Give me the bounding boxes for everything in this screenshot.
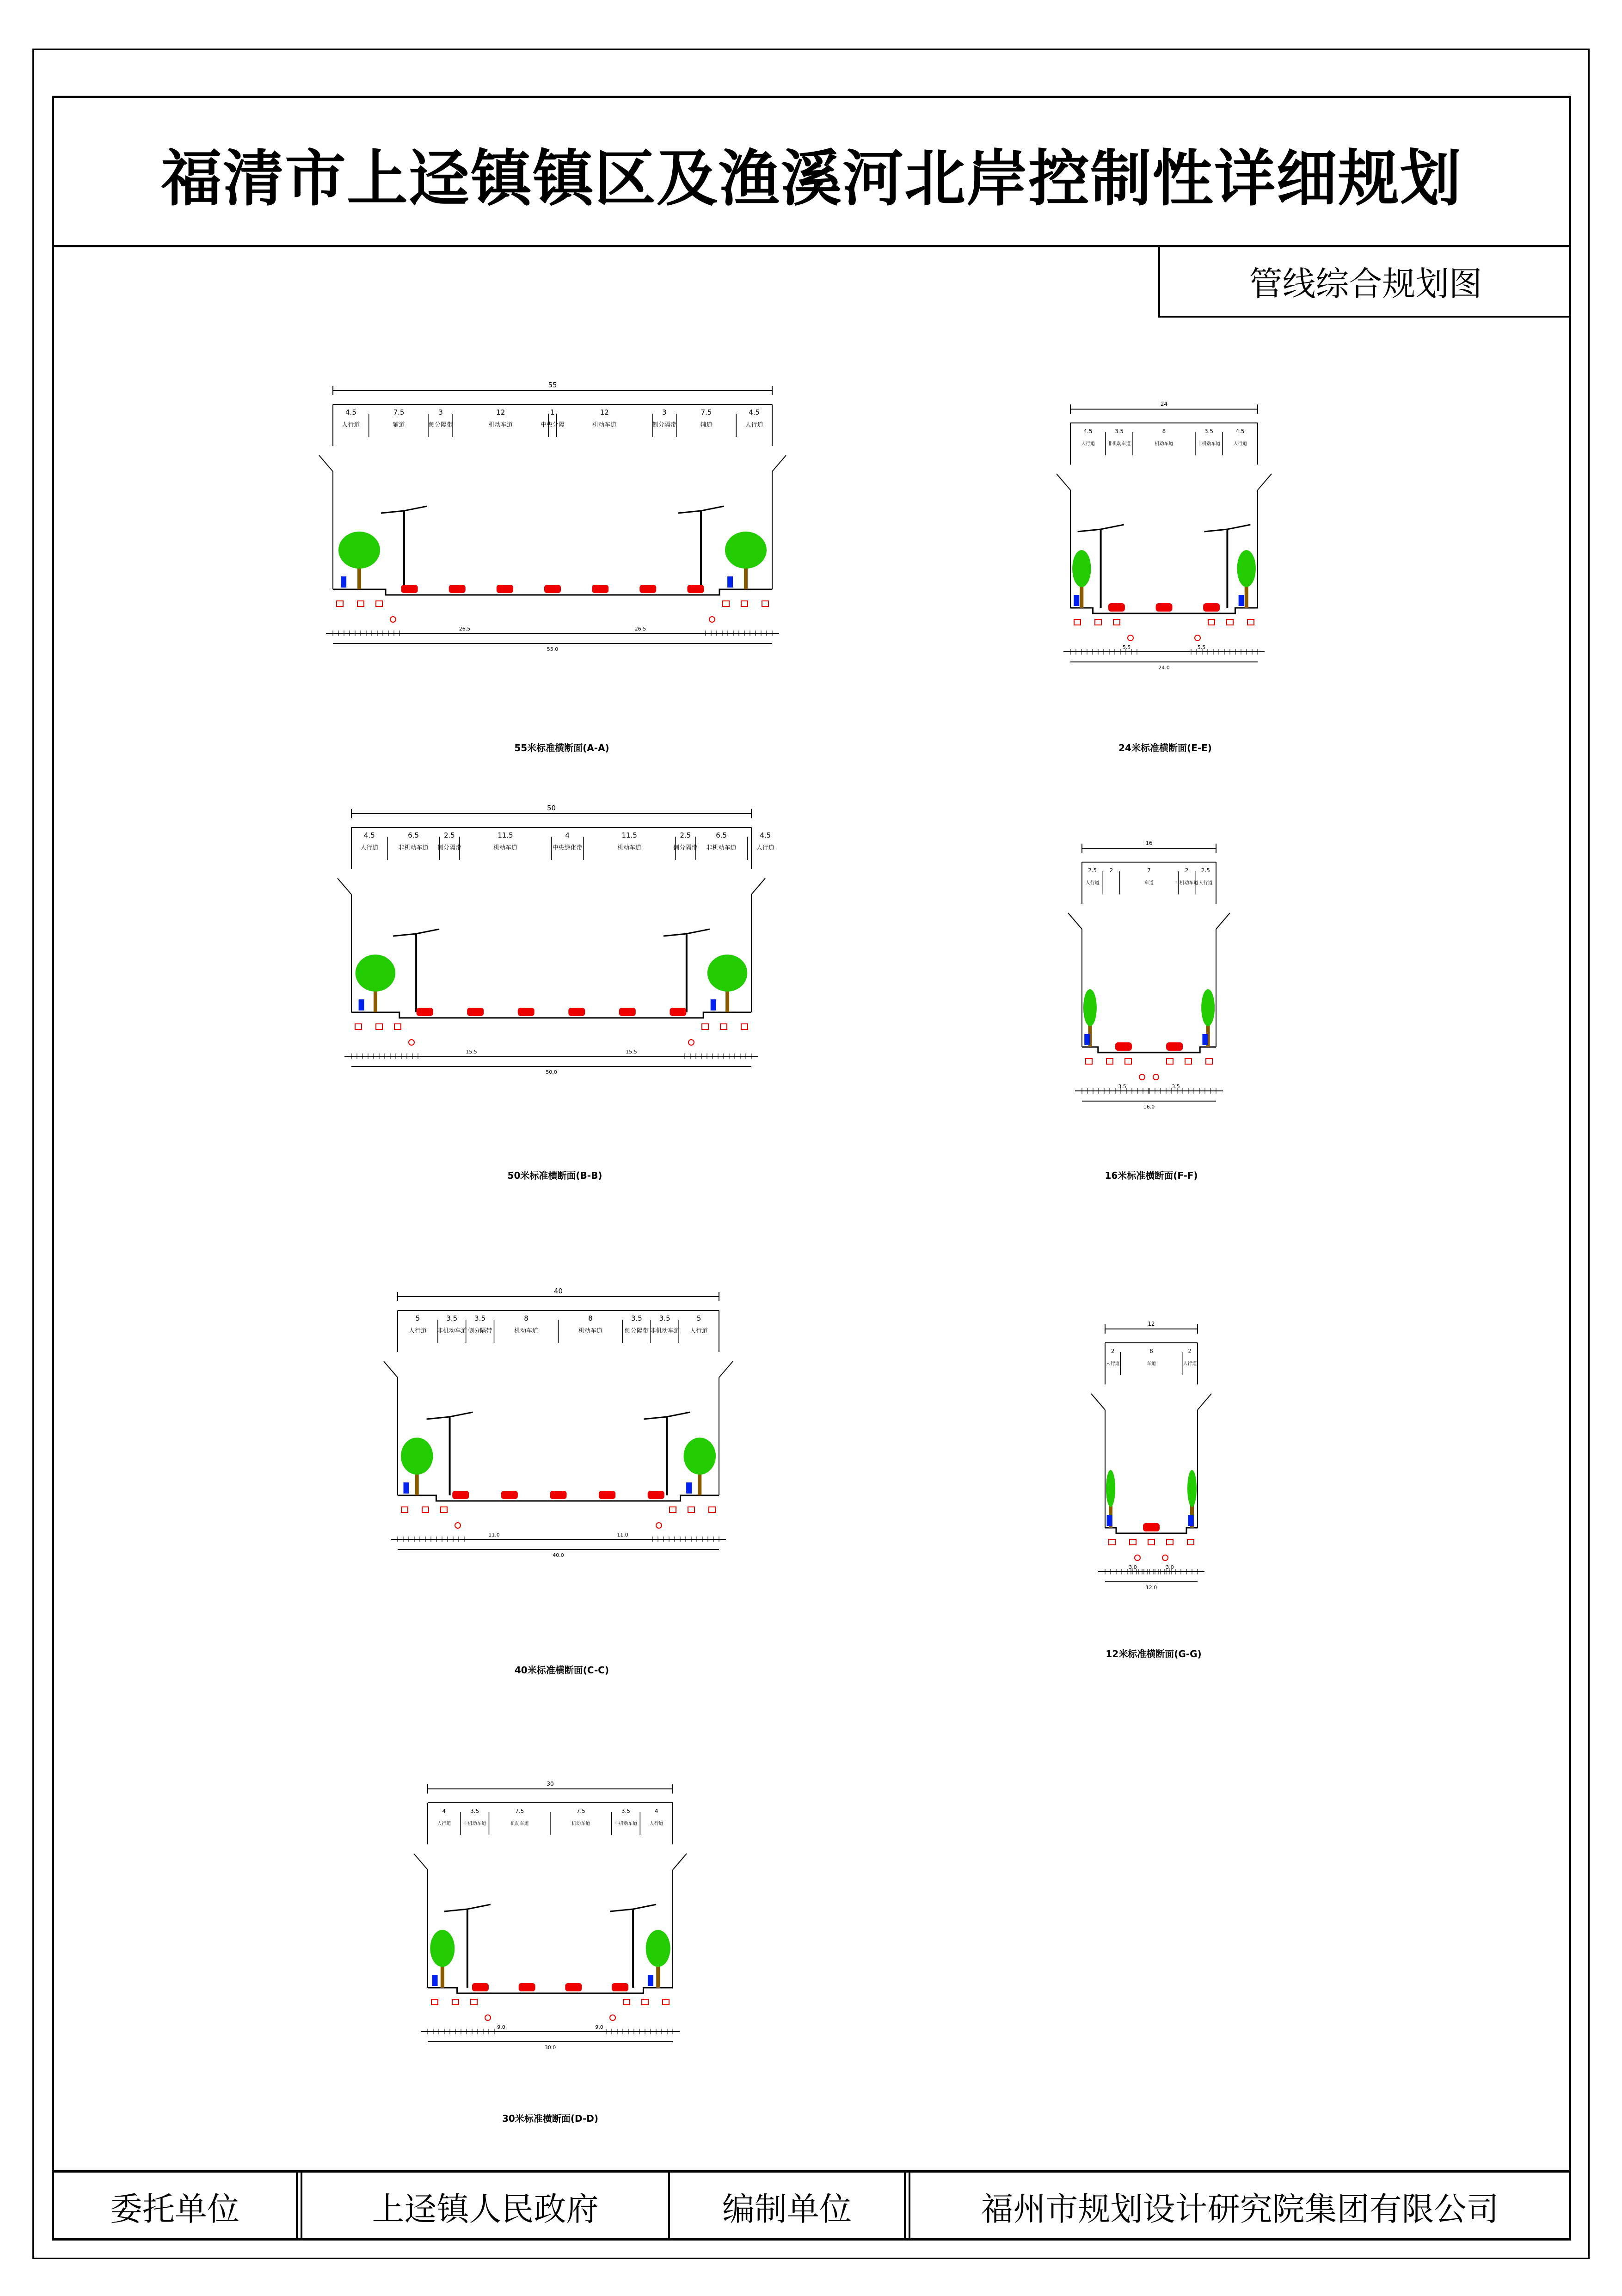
lane-width-label: 2.5: [443, 831, 455, 839]
total-width-label: 16: [1145, 840, 1153, 846]
vehicle-icon: [497, 585, 513, 593]
pipe-symbol: [1125, 1059, 1131, 1064]
pipe-dim-label: 15.5: [466, 1049, 477, 1055]
footer-separator: [904, 2170, 910, 2241]
slope-line: [414, 1854, 428, 1870]
vehicle-icon: [417, 1008, 433, 1016]
vehicle-icon: [501, 1491, 518, 1499]
vehicle-icon: [518, 1008, 535, 1016]
total-width-label: 24: [1160, 401, 1168, 407]
lane-width-label: 7.5: [576, 1808, 585, 1814]
lane-name-label: 侧分隔带: [624, 1328, 649, 1335]
pipe-symbol: [1135, 1555, 1140, 1561]
total-width-label: 40: [553, 1287, 563, 1295]
slope-line: [751, 878, 765, 894]
lane-width-label: 2: [1109, 867, 1113, 874]
pipe-symbol: [663, 1999, 669, 2005]
lane-name-label: 人行道: [408, 1328, 427, 1335]
page-title: 福清市上迳镇镇区及渔溪河北岸控制性详细规划: [161, 143, 1462, 214]
vehicle-icon: [1156, 603, 1173, 612]
pipe-symbol: [1128, 635, 1133, 641]
cross-section-a-a: [319, 381, 786, 753]
compiler-value: 福州市规划设计研究院集团有限公司: [981, 2190, 1499, 2228]
lane-name-label: 车道: [1144, 881, 1154, 886]
slope-line: [1258, 474, 1272, 490]
vehicle-icon: [648, 1491, 664, 1499]
pipe-symbol: [455, 1523, 461, 1528]
pipe-symbol: [1130, 1539, 1136, 1545]
pipe-symbol: [642, 1999, 648, 2005]
lane-name-label: 机动车道: [592, 422, 617, 429]
pipe-symbol: [355, 1024, 362, 1029]
cross-section-b-b: [338, 804, 774, 1181]
lane-width-label: 3: [662, 408, 667, 416]
vehicle-icon: [639, 585, 656, 593]
client-label: 委托单位: [110, 2190, 240, 2228]
lane-name-label: 非机动车道: [706, 845, 737, 851]
pipe-symbol: [723, 601, 729, 606]
hydrant-icon: [359, 999, 364, 1010]
lane-width-label: 4: [442, 1808, 446, 1814]
pipe-symbol: [1167, 1059, 1173, 1064]
pipe-dim-label: 3.0: [1166, 1564, 1174, 1570]
slope-line: [1216, 913, 1230, 929]
lane-name-label: 侧分隔带: [652, 422, 676, 429]
lane-width-label: 12: [496, 408, 505, 416]
section-caption: 30米标准横断面(D-D): [502, 2113, 598, 2124]
pipe-dim-label: 26.5: [459, 626, 471, 632]
pipe-symbol: [337, 601, 343, 606]
lane-name-label: 人行道: [1106, 1361, 1120, 1366]
pipe-symbol: [1109, 1539, 1115, 1545]
vehicle-icon: [568, 1008, 585, 1016]
lane-name-label: 人行道: [1233, 441, 1247, 447]
pipe-symbol: [741, 1024, 748, 1029]
pipe-symbol: [1185, 1059, 1192, 1064]
vehicle-icon: [550, 1491, 567, 1499]
hydrant-icon: [432, 1975, 438, 1986]
lane-name-label: 机动车道: [578, 1328, 603, 1335]
lane-width-label: 3: [438, 408, 443, 416]
pipe-symbol: [709, 617, 715, 622]
lane-width-label: 7: [1147, 867, 1151, 874]
road-surface: [428, 1988, 673, 1993]
lane-width-label: 2: [1111, 1348, 1115, 1354]
vehicle-icon: [1115, 1042, 1132, 1051]
pipe-dim-label: 3.5: [1118, 1084, 1126, 1090]
pipe-symbol: [1162, 1555, 1168, 1561]
drawing-subtitle: 管线综合规划图: [1158, 246, 1571, 318]
lane-name-label: 中央分隔: [540, 422, 565, 429]
pipe-symbol: [376, 601, 382, 606]
lane-name-label: 机动车道: [617, 845, 642, 851]
pipe-symbol: [741, 601, 748, 606]
pipe-symbol: [1187, 1539, 1194, 1545]
hydrant-icon: [1202, 1034, 1208, 1045]
section-caption: 16米标准横断面(F-F): [1105, 1170, 1198, 1181]
hydrant-icon: [1074, 595, 1079, 606]
pipe-symbol: [762, 601, 768, 606]
slope-line: [673, 1854, 687, 1870]
total-width-label: 55: [548, 381, 557, 389]
cross-section-g-g: [1091, 1321, 1211, 1659]
lane-width-label: 7.5: [515, 1808, 524, 1814]
pipe-symbol: [720, 1024, 727, 1029]
vehicle-icon: [612, 1983, 628, 1991]
tree-icon: [1072, 550, 1091, 587]
lane-name-label: 侧分隔带: [437, 845, 461, 851]
hydrant-icon: [1084, 1034, 1090, 1045]
lane-width-label: 2.5: [1088, 867, 1097, 874]
lane-width-label: 8: [1162, 428, 1166, 435]
lane-width-label: 3.5: [446, 1314, 458, 1322]
lane-width-label: 8: [524, 1314, 528, 1322]
hydrant-icon: [1188, 1515, 1194, 1526]
lane-name-label: 非机动车道: [436, 1328, 467, 1335]
client-value: 上迳镇人民政府: [372, 2190, 599, 2228]
cross-section-c-c: [384, 1287, 733, 1676]
lane-name-label: 人行道: [745, 422, 763, 429]
lane-width-label: 3.5: [1204, 428, 1214, 435]
slope-line: [1198, 1394, 1211, 1410]
lane-name-label: 侧分隔带: [429, 422, 453, 429]
vehicle-icon: [599, 1491, 615, 1499]
lane-width-label: 12: [600, 408, 609, 416]
tree-icon: [401, 1438, 433, 1475]
lane-name-label: 人行道: [342, 422, 360, 429]
total-width-label: 12: [1148, 1321, 1155, 1327]
lane-width-label: 4.5: [1083, 428, 1093, 435]
lane-width-label: 4.5: [749, 408, 760, 416]
lane-width-label: 4.5: [760, 831, 771, 839]
lane-name-label: 辅道: [700, 422, 713, 429]
total-dim-label: 30.0: [544, 2045, 556, 2051]
cross-section-f-f: [1068, 840, 1230, 1181]
lane-name-label: 人行道: [437, 1821, 451, 1826]
section-caption: 50米标准横断面(B-B): [507, 1170, 602, 1181]
pipe-dim-label: 11.0: [488, 1532, 500, 1538]
vehicle-icon: [1108, 603, 1125, 612]
slope-line: [719, 1361, 733, 1378]
slope-line: [319, 455, 333, 471]
pipe-symbol: [485, 2015, 491, 2020]
pipe-symbol: [688, 1507, 694, 1512]
pipe-symbol: [441, 1507, 447, 1512]
pipe-symbol: [610, 2015, 615, 2020]
lane-name-label: 非机动车道: [1107, 441, 1131, 447]
lane-name-label: 人行道: [1198, 881, 1213, 886]
tree-icon: [356, 955, 396, 992]
vehicle-icon: [401, 585, 418, 593]
lane-width-label: 3.5: [470, 1808, 479, 1814]
lane-name-label: 非机动车道: [398, 845, 429, 851]
lane-name-label: 机动车道: [510, 1821, 529, 1826]
slope-line: [1057, 474, 1070, 490]
cross-section-e-e: [1057, 401, 1272, 753]
lane-width-label: 1: [550, 408, 555, 416]
vehicle-icon: [519, 1983, 535, 1991]
vehicle-icon: [452, 1491, 469, 1499]
pipe-symbol: [422, 1507, 429, 1512]
lane-width-label: 6.5: [408, 831, 419, 839]
lane-name-label: 非机动车道: [1197, 441, 1221, 447]
pipe-symbol: [1148, 1539, 1155, 1545]
hydrant-icon: [404, 1482, 409, 1494]
pipe-symbol: [1227, 619, 1233, 625]
total-dim-label: 24.0: [1158, 665, 1170, 671]
lane-name-label: 侧分隔带: [673, 845, 698, 851]
pipe-symbol: [1074, 619, 1081, 625]
pipe-symbol: [1148, 1539, 1155, 1545]
lane-width-label: 2: [1188, 1348, 1192, 1354]
lane-name-label: 侧分隔带: [468, 1328, 492, 1335]
vehicle-icon: [1203, 603, 1220, 612]
vehicle-icon: [544, 585, 561, 593]
lane-name-label: 人行道: [1183, 1361, 1197, 1366]
pipe-symbol: [688, 1040, 694, 1045]
total-dim-label: 40.0: [553, 1552, 564, 1558]
pipe-dim-label: 5.5: [1122, 644, 1131, 650]
lane-name-label: 人行道: [1085, 881, 1100, 886]
tree-icon: [338, 532, 380, 569]
lane-name-label: 人行道: [360, 845, 379, 851]
pipe-symbol: [656, 1523, 662, 1528]
lane-name-label: 中央绿化带: [552, 845, 583, 851]
pipe-symbol: [431, 1999, 438, 2005]
lane-name-label: 非机动车道: [1175, 881, 1198, 886]
tree-icon: [684, 1438, 716, 1475]
pipe-dim-label: 15.5: [626, 1049, 637, 1055]
lane-name-label: 人行道: [1081, 441, 1095, 447]
pipe-symbol: [1247, 619, 1254, 625]
slope-line: [1091, 1394, 1105, 1410]
cross-section-d-d: [414, 1781, 687, 2124]
lane-width-label: 2.5: [1201, 867, 1210, 874]
lane-name-label: 人行道: [690, 1328, 708, 1335]
hydrant-icon: [686, 1482, 692, 1494]
pipe-symbol: [1139, 1074, 1145, 1080]
section-caption: 24米标准横断面(E-E): [1118, 742, 1212, 753]
tree-icon: [1237, 550, 1256, 587]
vehicle-icon: [619, 1008, 636, 1016]
lane-width-label: 3.5: [631, 1314, 642, 1322]
pipe-symbol: [409, 1040, 414, 1045]
footer-separator: [296, 2170, 302, 2241]
lane-width-label: 4.5: [1235, 428, 1245, 435]
total-width-label: 50: [547, 804, 556, 812]
tree-icon: [646, 1930, 670, 1967]
lane-width-label: 3.5: [659, 1314, 670, 1322]
lane-width-label: 3.5: [474, 1314, 486, 1322]
lane-width-label: 3.5: [1114, 428, 1124, 435]
lane-width-label: 7.5: [700, 408, 712, 416]
lane-width-label: 6.5: [716, 831, 727, 839]
slope-line: [384, 1361, 398, 1378]
road-surface: [1082, 1047, 1216, 1053]
lane-name-label: 机动车道: [488, 422, 513, 429]
pipe-dim-label: 9.0: [497, 2024, 505, 2030]
pipe-symbol: [401, 1507, 408, 1512]
pipe-dim-label: 3.0: [1129, 1564, 1137, 1570]
pipe-symbol: [357, 601, 364, 606]
lane-name-label: 非机动车道: [650, 1328, 680, 1335]
lane-width-label: 5: [696, 1314, 701, 1322]
total-dim-label: 12.0: [1145, 1585, 1157, 1591]
pipe-symbol: [394, 1024, 401, 1029]
lane-name-label: 机动车道: [493, 845, 518, 851]
lane-width-label: 5: [415, 1314, 420, 1322]
pipe-dim-label: 11.0: [617, 1532, 628, 1538]
lane-width-label: 7.5: [393, 408, 405, 416]
total-dim-label: 50.0: [546, 1069, 557, 1075]
pipe-symbol: [1167, 1539, 1173, 1545]
vehicle-icon: [687, 585, 704, 593]
tree-icon: [707, 955, 748, 992]
lane-width-label: 4: [654, 1808, 658, 1814]
pipe-symbol: [709, 1507, 715, 1512]
lane-width-label: 3.5: [621, 1808, 630, 1814]
pipe-symbol: [1208, 619, 1215, 625]
pipe-symbol: [702, 1024, 708, 1029]
lane-name-label: 辅道: [393, 422, 405, 429]
vehicle-icon: [565, 1983, 582, 1991]
hydrant-icon: [648, 1975, 653, 1986]
tree-icon: [1187, 1470, 1197, 1507]
slope-line: [1068, 913, 1082, 929]
pipe-dim-label: 3.5: [1172, 1084, 1180, 1090]
pipe-dim-label: 26.5: [634, 626, 646, 632]
slope-line: [338, 878, 351, 894]
pipe-symbol: [1113, 619, 1120, 625]
pipe-symbol: [1206, 1059, 1212, 1064]
lane-width-label: 4: [565, 831, 570, 839]
section-caption: 40米标准横断面(C-C): [514, 1665, 609, 1676]
pipe-symbol: [471, 1999, 477, 2005]
lane-name-label: 机动车道: [514, 1328, 539, 1335]
pipe-dim-label: 9.0: [595, 2024, 603, 2030]
section-caption: 12米标准横断面(G-G): [1106, 1648, 1202, 1659]
total-dim-label: 55.0: [547, 646, 559, 652]
vehicle-icon: [467, 1008, 484, 1016]
pipe-symbol: [670, 1507, 676, 1512]
pipe-symbol: [1106, 1059, 1113, 1064]
total-dim-label: 16.0: [1143, 1104, 1155, 1110]
road-surface: [351, 1012, 751, 1018]
slope-line: [772, 455, 786, 471]
pipe-symbol: [1086, 1059, 1092, 1064]
hydrant-icon: [711, 999, 716, 1010]
vehicle-icon: [449, 585, 466, 593]
pipe-symbol: [1195, 635, 1200, 641]
lane-name-label: 机动车道: [571, 1821, 590, 1826]
lane-width-label: 2.5: [680, 831, 691, 839]
vehicle-icon: [670, 1008, 686, 1016]
pipe-symbol: [1153, 1074, 1159, 1080]
tree-icon: [1083, 989, 1097, 1026]
lane-width-label: 11.5: [621, 831, 637, 839]
lane-width-label: 8: [1149, 1348, 1153, 1354]
vehicle-icon: [592, 585, 608, 593]
lane-width-label: 8: [588, 1314, 593, 1322]
pipe-symbol: [452, 1999, 459, 2005]
lane-width-label: 4.5: [363, 831, 375, 839]
lane-name-label: 车道: [1147, 1361, 1156, 1366]
lane-name-label: 非机动车道: [614, 1821, 638, 1826]
section-caption: 55米标准横断面(A-A): [514, 742, 609, 753]
vehicle-icon: [472, 1983, 489, 1991]
tree-icon: [1106, 1470, 1115, 1507]
total-width-label: 30: [547, 1781, 554, 1787]
tree-icon: [430, 1930, 455, 1967]
lane-width-label: 2: [1185, 867, 1189, 874]
lane-name-label: 人行道: [756, 845, 774, 851]
pipe-symbol: [1095, 619, 1101, 625]
vehicle-icon: [1143, 1523, 1160, 1531]
hydrant-icon: [727, 576, 733, 588]
lane-width-label: 11.5: [498, 831, 513, 839]
pipe-dim-label: 5.5: [1197, 644, 1206, 650]
vehicle-icon: [1166, 1042, 1183, 1051]
compiler-label: 编制单位: [722, 2190, 852, 2228]
lane-name-label: 非机动车道: [463, 1821, 486, 1826]
pipe-symbol: [623, 1999, 630, 2005]
tree-icon: [1201, 989, 1215, 1026]
hydrant-icon: [341, 576, 346, 588]
pipe-symbol: [390, 617, 396, 622]
hydrant-icon: [1107, 1515, 1112, 1526]
hydrant-icon: [1239, 595, 1244, 606]
tree-icon: [725, 532, 767, 569]
lane-name-label: 人行道: [649, 1821, 664, 1826]
lane-name-label: 机动车道: [1155, 441, 1173, 447]
lane-width-label: 4.5: [345, 408, 356, 416]
pipe-symbol: [376, 1024, 382, 1029]
